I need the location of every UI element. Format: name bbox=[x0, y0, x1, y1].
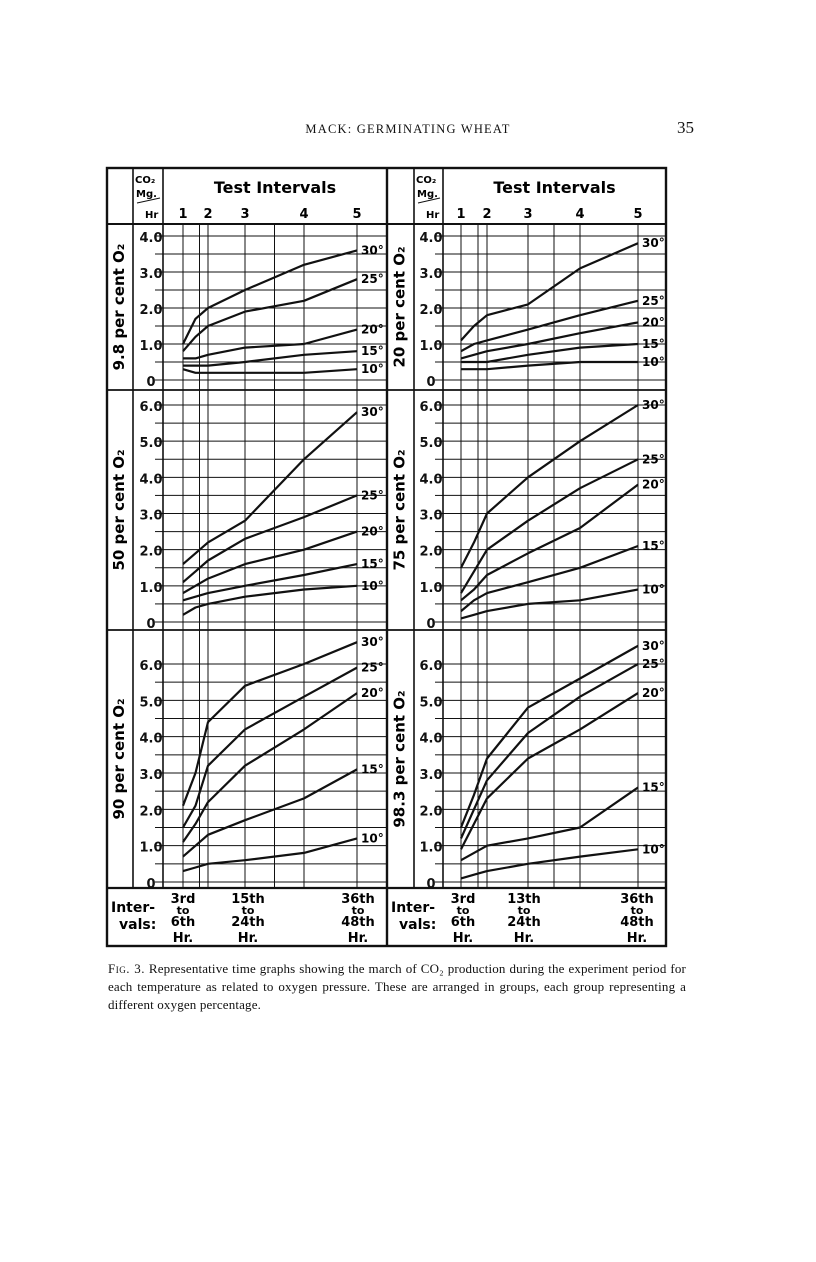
caption-text: Representative time graphs showing the march of CO₂ production during the experiment period for each temperature as related to oxygen pressure. These are arranged in groups, each group representing a different oxygen percentage. bbox=[108, 961, 686, 1012]
series-line-10deg bbox=[461, 362, 638, 369]
series-label: 15° bbox=[642, 337, 665, 351]
y-tick-label: 0 bbox=[426, 617, 436, 632]
series-label: 25° bbox=[642, 452, 665, 467]
intervals-footer-text: Hr. bbox=[347, 931, 369, 946]
chart-panel-top-right bbox=[391, 224, 667, 390]
interval-number: 2 bbox=[203, 207, 213, 222]
y-tick-label: 5.0 bbox=[139, 436, 163, 452]
intervals-footer-text: 24th bbox=[507, 915, 541, 930]
y-tick-label: 5.0 bbox=[419, 436, 443, 452]
y-tick-label: 0 bbox=[146, 877, 156, 892]
intervals-footer-label: Inter- bbox=[111, 900, 156, 916]
intervals-footer-text: Hr. bbox=[452, 931, 474, 946]
intervals-footer-text: to bbox=[241, 904, 255, 917]
y-tick-label: 0 bbox=[426, 375, 436, 390]
series-label: 30° bbox=[642, 398, 665, 412]
running-title: MACK: GERMINATING WHEAT bbox=[305, 122, 511, 136]
panel-title: 75 per cent O₂ bbox=[390, 449, 409, 571]
y-tick-label: 6.0 bbox=[419, 659, 443, 674]
test-intervals-label: Test Intervals bbox=[213, 178, 337, 197]
series-label: 20° bbox=[642, 686, 665, 701]
interval-number: 5 bbox=[633, 207, 643, 222]
y-tick-label: 6.0 bbox=[419, 400, 443, 415]
interval-number: 1 bbox=[456, 207, 466, 222]
series-line-20deg bbox=[461, 485, 638, 601]
y-tick-label: 6.0 bbox=[139, 659, 163, 674]
series-label: 25° bbox=[361, 488, 384, 503]
y-tick-label: 1.0 bbox=[419, 580, 443, 596]
test-intervals-label: Test Intervals bbox=[493, 178, 616, 197]
y-tick-label: 4.0 bbox=[419, 472, 443, 488]
chart-panel-bottom-left bbox=[110, 630, 387, 892]
intervals-footer-text: 6th bbox=[450, 915, 476, 930]
series-line-25deg bbox=[461, 664, 638, 838]
interval-number: 5 bbox=[352, 207, 362, 222]
series-label: 20° bbox=[361, 322, 384, 337]
ylabel-co2: CO₂ bbox=[135, 175, 156, 186]
panel-title: 90 per cent O₂ bbox=[110, 698, 128, 820]
interval-number: 4 bbox=[575, 207, 585, 222]
y-tick-label: 0 bbox=[146, 375, 156, 390]
interval-number: 3 bbox=[240, 207, 250, 222]
series-line-25deg bbox=[461, 459, 638, 593]
y-tick-label: 3.0 bbox=[139, 508, 163, 524]
intervals-footer-text: 13th bbox=[507, 892, 541, 907]
y-tick-label: 3.0 bbox=[139, 267, 163, 282]
intervals-footer-text: Hr. bbox=[513, 931, 535, 946]
y-tick-label: 4.0 bbox=[139, 731, 163, 747]
series-label: 20° bbox=[361, 686, 384, 701]
intervals-footer-text: Hr. bbox=[626, 931, 648, 946]
y-tick-label: 3.0 bbox=[419, 768, 443, 783]
interval-number: 3 bbox=[523, 207, 533, 222]
panel-title: 9.8 per cent O₂ bbox=[110, 243, 128, 371]
y-tick-label: 4.0 bbox=[419, 231, 443, 246]
y-tick-label: 1.0 bbox=[139, 580, 163, 596]
intervals-footer-text: to bbox=[517, 904, 531, 917]
series-label: 15° bbox=[642, 539, 665, 554]
panel-title: 50 per cent O₂ bbox=[110, 449, 128, 571]
y-tick-label: 2.0 bbox=[139, 303, 163, 318]
series-line-20deg bbox=[461, 693, 638, 849]
panel-title: 98.3 per cent O₂ bbox=[390, 690, 409, 828]
series-line-10deg bbox=[183, 369, 357, 373]
intervals-footer-text: 3rd bbox=[450, 892, 476, 907]
y-tick-label: 4.0 bbox=[419, 731, 443, 747]
ylabel-co2: CO₂ bbox=[416, 175, 437, 186]
intervals-footer-text: 24th bbox=[231, 915, 265, 930]
page-number: 35 bbox=[677, 118, 694, 137]
series-label: 30° bbox=[361, 635, 384, 650]
intervals-footer-text: 48th bbox=[620, 915, 654, 930]
y-tick-label: 2.0 bbox=[419, 544, 443, 560]
intervals-footer-text: to bbox=[456, 904, 470, 917]
series-label: 20° bbox=[642, 477, 665, 492]
series-line-30deg bbox=[183, 250, 357, 344]
figure-caption bbox=[108, 960, 686, 1014]
y-tick-label: 3.0 bbox=[139, 768, 163, 783]
series-label: 10° bbox=[642, 842, 665, 857]
series-label: 15° bbox=[361, 557, 384, 572]
series-label: 10° bbox=[361, 831, 384, 846]
series-label: 10° bbox=[361, 362, 384, 377]
ylabel-units: Mg. bbox=[417, 189, 438, 200]
series-label: 30° bbox=[361, 405, 384, 420]
intervals-footer-text: Hr. bbox=[237, 931, 259, 946]
series-label: 10° bbox=[642, 355, 665, 369]
y-tick-label: 4.0 bbox=[139, 231, 163, 246]
y-tick-label: 6.0 bbox=[139, 400, 163, 415]
interval-number: 4 bbox=[299, 207, 309, 222]
y-tick-label: 0 bbox=[426, 877, 436, 892]
interval-number: 1 bbox=[178, 207, 188, 222]
y-tick-label: 1.0 bbox=[139, 339, 163, 354]
series-label: 20° bbox=[642, 315, 665, 330]
series-label: 30° bbox=[642, 236, 665, 251]
intervals-footer-text: 15th bbox=[231, 892, 265, 907]
series-label: 10° bbox=[361, 578, 384, 593]
series-label: 15° bbox=[642, 780, 665, 795]
intervals-footer-text: 36th bbox=[620, 892, 654, 907]
y-tick-label: 2.0 bbox=[139, 804, 163, 820]
y-tick-label: 2.0 bbox=[419, 303, 443, 318]
series-line-15deg bbox=[183, 564, 357, 600]
y-tick-label: 0 bbox=[146, 617, 156, 632]
chart-panel-middle-right bbox=[391, 390, 667, 632]
chart-panel-top-left bbox=[110, 224, 387, 390]
series-label: 25° bbox=[361, 272, 384, 287]
series-label: 30° bbox=[361, 243, 384, 258]
y-tick-label: 3.0 bbox=[419, 508, 443, 524]
ylabel-per: Hr bbox=[426, 210, 440, 221]
interval-number: 2 bbox=[482, 207, 492, 222]
y-tick-label: 5.0 bbox=[419, 695, 443, 711]
ylabel-per: Hr bbox=[145, 210, 159, 221]
intervals-footer-text: 6th bbox=[170, 915, 196, 930]
intervals-footer-text: 36th bbox=[341, 892, 375, 907]
chart-panel-bottom-right bbox=[391, 630, 667, 892]
y-tick-label: 4.0 bbox=[139, 472, 163, 488]
series-label: 10° bbox=[642, 582, 665, 597]
intervals-footer-text: to bbox=[630, 904, 644, 917]
series-line-10deg bbox=[183, 838, 357, 871]
intervals-footer-label: Inter- bbox=[391, 900, 436, 916]
series-line-25deg bbox=[183, 668, 357, 828]
series-line-30deg bbox=[183, 642, 357, 806]
series-label: 25° bbox=[642, 657, 665, 671]
series-line-15deg bbox=[183, 351, 357, 365]
series-line-15deg bbox=[461, 344, 638, 362]
intervals-footer-text: 48th bbox=[341, 915, 375, 930]
series-label: 25° bbox=[361, 660, 384, 675]
intervals-footer-label: vals: bbox=[119, 917, 157, 933]
ylabel-units: Mg. bbox=[136, 189, 157, 200]
chart-panel-middle-left bbox=[110, 390, 387, 632]
intervals-footer-text: to bbox=[351, 904, 365, 917]
caption-label: Fig. 3. bbox=[108, 961, 145, 976]
series-label: 15° bbox=[361, 762, 384, 777]
y-tick-label: 5.0 bbox=[139, 695, 163, 711]
intervals-footer-text: to bbox=[176, 904, 190, 917]
intervals-footer-text: 3rd bbox=[170, 892, 196, 907]
y-tick-label: 1.0 bbox=[419, 339, 443, 354]
intervals-footer-text: Hr. bbox=[172, 931, 194, 946]
series-label: 20° bbox=[361, 524, 384, 539]
series-label: 15° bbox=[361, 344, 384, 359]
series-line-10deg bbox=[183, 586, 357, 615]
series-line-15deg bbox=[183, 769, 357, 856]
y-tick-label: 1.0 bbox=[139, 840, 163, 856]
series-label: 30° bbox=[642, 638, 665, 653]
series-label: 25° bbox=[642, 293, 665, 308]
panel-title: 20 per cent O₂ bbox=[390, 246, 409, 368]
y-tick-label: 1.0 bbox=[419, 840, 443, 856]
y-tick-label: 2.0 bbox=[419, 804, 443, 820]
intervals-footer-label: vals: bbox=[399, 917, 437, 933]
y-tick-label: 2.0 bbox=[139, 544, 163, 560]
y-tick-label: 3.0 bbox=[419, 267, 443, 282]
